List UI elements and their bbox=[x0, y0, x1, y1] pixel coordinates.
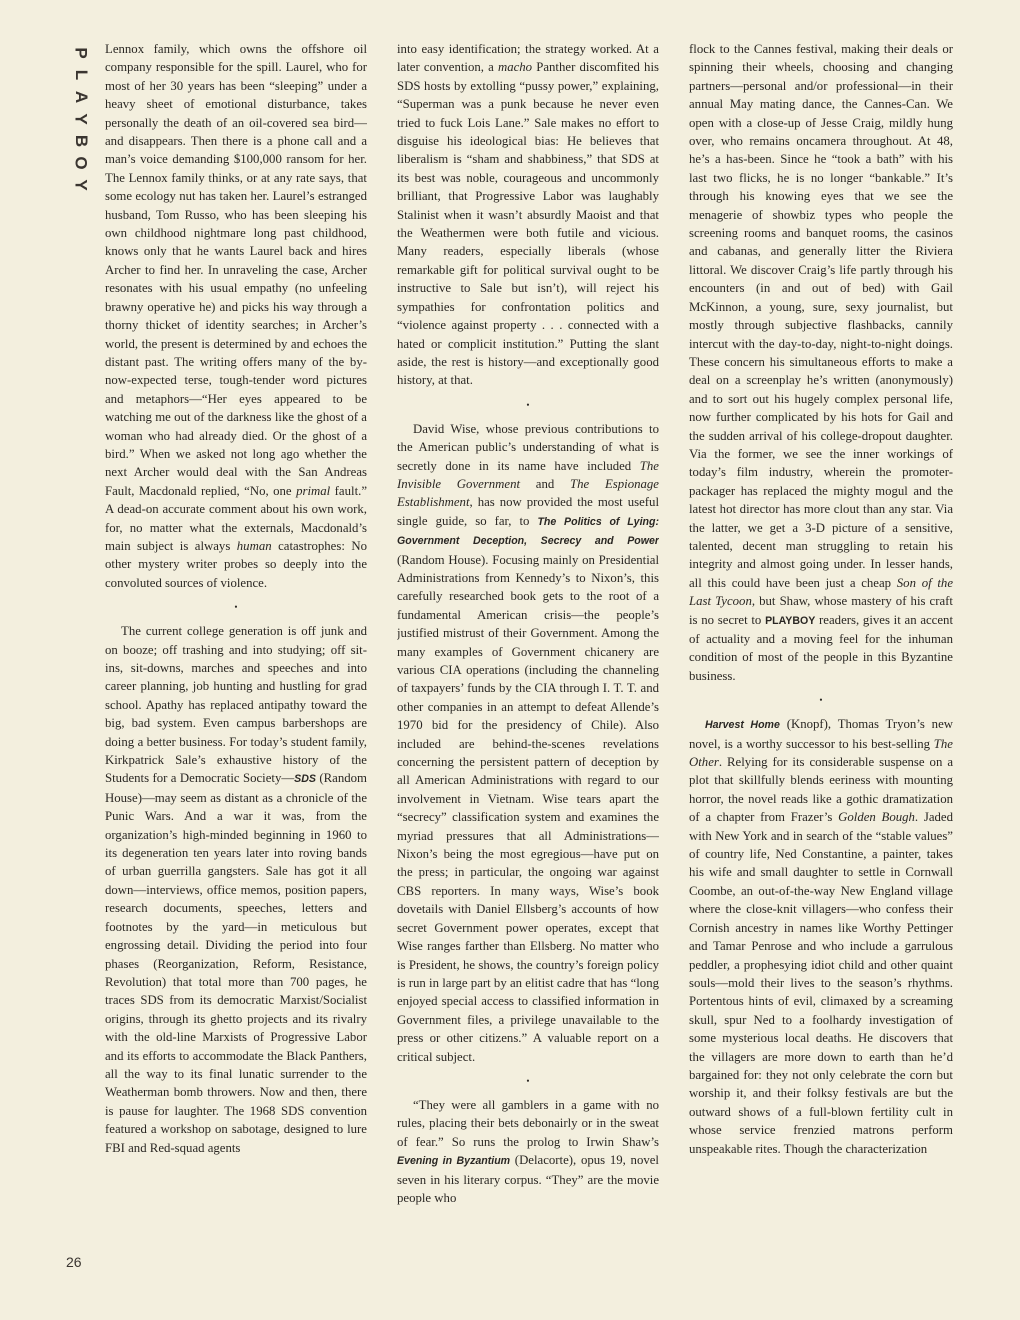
italic-title: human bbox=[236, 538, 272, 553]
review-paragraph bbox=[689, 715, 953, 1158]
italic-title: The Other bbox=[689, 736, 953, 770]
text-run: . Jaded with New York and in search of the “stable values” of country life, Ned Constantine, a painter, takes his wife and small daughter to settle in Cornwall Coombe, an out-of-the-way New England village where the close-knit villagers—who confess their Cornish ancestry in names like Worthy Pettinger and Tamar Penrose and who include a garrulous peddler, a prophesying idiot child and other quaint souls—mold their lives to the season’s rhythms. Portentous hints of evil, climaxed by a screaming skull, spur Ned to a foolhardy investigation of some mysterious local deaths. He discovers that the villagers are more down to earth than he’d bargained for: they not only celebrate the corn but worship it, and their folksy festivals are but the outward shows of a full-blown fertility cult in whose service frenzied matrons perform unspeakable rites. Though the characterization bbox=[689, 810, 953, 1156]
text-run: (Knopf), Thomas Tryon’s new novel, is a worthy successor to his best-selling bbox=[689, 717, 953, 751]
text-run: , but Shaw, whose mastery of his craft is no secret to bbox=[689, 594, 953, 627]
review-paragraph bbox=[105, 40, 367, 592]
text-run: and bbox=[520, 476, 571, 491]
book-title: Evening in Byzantium bbox=[397, 1155, 511, 1168]
magazine-name: PLAYBOY bbox=[765, 614, 816, 627]
magazine-name-letter: A bbox=[72, 90, 91, 104]
magazine-name-letter: L bbox=[71, 69, 91, 81]
text-run: . Relying for its considerable suspense on a plot that skillfully blends eeriness with mounting horror, the novel reads like a gothic dramatization of a chapter from Frazer’s bbox=[689, 755, 953, 825]
text-run: (Delacorte), opus 19, novel seven in his literary corpus. “They” are the movie people who bbox=[397, 1153, 659, 1205]
italic-title: Son of the Last Tycoon bbox=[689, 575, 953, 609]
review-paragraph bbox=[397, 40, 659, 390]
column-3 bbox=[689, 40, 953, 1290]
magazine-name-letter: P bbox=[72, 47, 91, 59]
italic-title: Golden Bough bbox=[838, 810, 915, 825]
book-title: The Politics of Lying: Government Deception, Secrecy and Power bbox=[397, 515, 659, 548]
page-number: 26 bbox=[66, 1254, 82, 1270]
magazine-name-letter: B bbox=[72, 134, 91, 148]
text-run: Panther discomfited his SDS hosts by extolling “pussy power,” explaining, “Superman was a punk because he never even tried to fuck Lois Lane.” Sale makes no effort to disguise his ideological bias: He believes that liberalism is “sham and shabbiness,” that SDS at its best was noble, courageous and uncommonly brilliant, that Progressive Labor was laughably Stalinist when it wasn’t absurdly Maoist and that the Weathermen were both futile and vicious. Many readers, especially liberals (whose remarkable gift for political survival ought to be instructive to Sale but isn’t), will reject his sympathies for confrontation politics and “violence against property . . . connected with a hated or complicit institution.” Putting the slant aside, the rest is history—and exceptionally good history, at that. bbox=[397, 60, 659, 388]
book-title: Harvest Home bbox=[705, 719, 780, 732]
text-run: readers, gives it an accent of actuality and a moving feel for the inhuman condition of most of the people in this Byzantine business. bbox=[689, 612, 953, 683]
text-run: (Random House)—may seem as distant as a chronicle of the Punic Wars. And a war it was, from the organization’s high-minded beginning in 1960 to its degeneration ten years later into roving bands of urban guerrilla gangsters. Sale has got it all down—interviews, office memos, position papers, research documents, speeches, letters and footnotes by the yard—in meticulous but engrossing detail. Dividing the period into four phases (Reorganization, Reform, Resistance, Revolution) that total more than 700 pages, he traces SDS from its democratic Marxist/Socialist origins, through its ghetto projects and its rivalry with the old-line Marxists of Progressive Labor and its efforts to accommodate the Black Panthers, all the way to its final lunatic surrender to the Weatherman bomb throwers. Now and then, there is pause for laughter. The 1968 SDS convention featured a workshop on sabotage, designed to lure FBI and Red-squad agents bbox=[105, 771, 367, 1155]
review-paragraph bbox=[397, 420, 659, 1066]
magazine-name-letter: O bbox=[71, 156, 91, 170]
text-run: The current college generation is off junk and on booze; off trashing and into studying; off sit-ins, sit-downs, marches and speeches and into career planning, job hunting and hustling for grad school. Apathy has replaced antipathy toward the big, bad system. Even campus barbershops are doing a better business. For today’s student family, Kirkpatrick Sale’s exhaustive history of the Students for a Democratic Society— bbox=[105, 624, 367, 786]
text-run: “They were all gamblers in a game with no rules, placing their bets debonairly or in the sweat of fear.” So runs the prolog to Irwin Shaw’s bbox=[397, 1097, 659, 1149]
italic-title: The Invisible Government bbox=[397, 458, 659, 491]
text-run: (Random House). Focusing mainly on Presidential Administrations from Kennedy’s to Nixon’s, this carefully researched book gets to the root of a fundamental American crisis—the people’s justified mistrust of their Government. Among the many examples of Government chicanery are various CIA operations (including the channeling of taxpayers’ funds by the CIA through I. T. T. and other companies in an attempt to defeat Allende’s 1970 bid for the presidency of Chile). Also included are behind-the-scenes revelations concerning the persistent pattern of deception by all American Administrations with regard to our involvement in Vietnam. Wise tears apart the “secrecy” classification system and examines the myriad pressures that all Administrations—Nixon’s being the most egregious—have put on the press; in particular, the ongoing war against CBS reporters. In many ways, Wise’s book dovetails with Daniel Ellsberg’s accounts of how secret Government power operates, except that Wise ranges farther than Ellsberg. No matter who is President, he shows, the country’s foreign policy is run in large part by an elitist cadre that has “long enjoyed special access to classified information in Government files, a privilege unavailable to the press or other citizens.” A valuable report on a critical subject. bbox=[397, 552, 659, 1064]
book-title: SDS bbox=[294, 773, 316, 786]
italic-title: macho bbox=[497, 60, 533, 75]
text-run: , has now provided the most useful single guide, so far, to bbox=[397, 495, 659, 528]
magazine-name-letter: Y bbox=[72, 179, 91, 191]
text-run: flock to the Cannes festival, making their deals or spinning their wheels, choosing and changing partners—personal and/or professional—in their annual May mating dance, the Cannes-Can. We open with a close-up of Jesse Craig, mildly hung over, who remains oncamera throughout. At 48, he’s a has-been. Since he “took a bath” with his last two flicks, he is no longer “bankable.” It’s through his knowing eyes that we see the menagerie of showbiz types who people the screening rooms and banquet rooms, the casinos and cabanas, and generally litter the Riviera littoral. We discover Craig’s life partly through his encounters (in and out of bed) with Gail McKinnon, a young, sure, sexy journalist, but mostly through subjective flashbacks, cannily intercut with the day-to-day, night-to-night doings. These concern his simultaneous efforts to make a deal on a screenplay he’s written (anonymously) and to sort out his hugely complex personal life, now further complicated by his hots for Gail and the sudden arrival of his college-dropout daughter. Via the former, we see the inner workings of today’s film industry, wherein the promoter-packager has replaced the mighty mogul and the latest hot director has more clout than any star. Via the latter, we get a 3-D picture of a sensitive, talented, decent man struggling to retain his integrity and almost going under. In lesser hands, all this could have been just a cheap bbox=[689, 42, 953, 590]
text-run: David Wise, whose previous contributions to the American public’s understanding of what is secretly done in its name have included bbox=[397, 421, 659, 473]
review-paragraph bbox=[397, 1096, 659, 1207]
section-separator-bullet: • bbox=[526, 399, 530, 410]
italic-title: The Espionage Establishment bbox=[397, 476, 659, 510]
section-separator-bullet: • bbox=[234, 602, 238, 613]
section-separator-bullet: • bbox=[819, 695, 823, 706]
review-paragraph bbox=[689, 40, 953, 685]
column-1 bbox=[105, 40, 367, 1290]
italic-title: primal bbox=[296, 483, 331, 498]
text-run: Lennox family, which owns the offshore oil company responsible for the spill. Laurel, who for most of her 30 years has been “sleeping” under a heavy sheet of emotional disturbance, takes personally the death of an oil-covered sea bird—and disappears. Then there is a phone call and a man’s voice demanding $100,000 ransom for her. The Lennox family thinks, or at any rate says, that some ecology nut has taken her. Laurel’s estranged husband, Tom Russo, who has been sleeping his own childhood nightmare long past childhood, knows only that he wants Laurel back and hires Archer to find her. In unraveling the case, Archer resonates with his usual empathy (no unfeeling brawny operative he) and picks his way through a thorny thicket of identity searches; in Archer’s world, the present is determined by and echoes the distant past. The writing offers many of the by-now-expected terse, tough-tender word pictures and metaphors—“Her eyes appeared to be watching me out of the darkness like the ghost of a woman who had already died. Or the ghost of a bird.” When we asked not long ago whether the next Archer would deal with the San Andreas Fault, Macdonald replied, “No, one bbox=[105, 42, 367, 498]
section-separator-bullet: • bbox=[526, 1075, 530, 1086]
text-run: catastrophes: No other mystery writer probes so deeply into the convoluted sources of violence. bbox=[105, 538, 367, 590]
magazine-name-rail bbox=[66, 42, 96, 196]
article-body bbox=[105, 40, 965, 1300]
column-2 bbox=[397, 40, 659, 1290]
text-run: into easy identification; the strategy worked. At a later convention, a bbox=[397, 42, 659, 75]
review-paragraph bbox=[105, 622, 367, 1157]
text-run: fault.” A dead-on accurate comment about his own work, for, no matter what the externals, Macdonald’s main subject is always bbox=[105, 483, 367, 553]
magazine-name-letter: Y bbox=[72, 113, 91, 125]
